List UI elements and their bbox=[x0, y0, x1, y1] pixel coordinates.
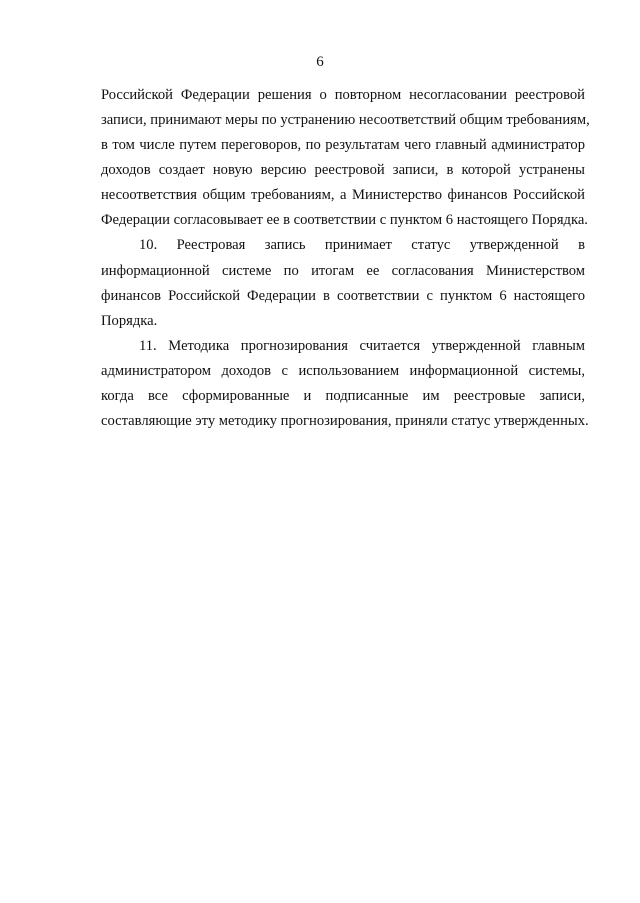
text-line: финансов Российской Федерации в соответствии с пунктом 6 настоящего bbox=[101, 288, 585, 304]
text-line: записи, принимают меры по устранению несоответствий общим требованиям, bbox=[101, 112, 590, 128]
text-line: Порядка. bbox=[101, 313, 158, 329]
paragraph-10-first-line: 10. Реестровая запись принимает статус утвержденной в bbox=[139, 237, 585, 253]
text-line: в том числе путем переговоров, по результатам чего главный администратор bbox=[101, 137, 585, 153]
text-line: Российской Федерации решения о повторном несогласовании реестровой bbox=[101, 87, 585, 103]
page-number: 6 bbox=[316, 54, 324, 70]
paragraph-11-first-line: 11. Методика прогнозирования считается утвержденной главным bbox=[139, 338, 585, 354]
text-line: несоответствия общим требованиям, а Министерство финансов Российской bbox=[101, 187, 585, 203]
text-line: Федерации согласовывает ее в соответствии с пунктом 6 настоящего Порядка. bbox=[101, 212, 588, 228]
text-line: составляющие эту методику прогнозирования, приняли статус утвержденных. bbox=[101, 413, 589, 429]
text-line: администратором доходов с использованием информационной системы, bbox=[101, 363, 585, 379]
text-line: доходов создает новую версию реестровой записи, в которой устранены bbox=[101, 162, 585, 178]
text-line: когда все сформированные и подписанные им реестровые записи, bbox=[101, 388, 585, 404]
text-line: информационной системе по итогам ее согласования Министерством bbox=[101, 263, 585, 279]
